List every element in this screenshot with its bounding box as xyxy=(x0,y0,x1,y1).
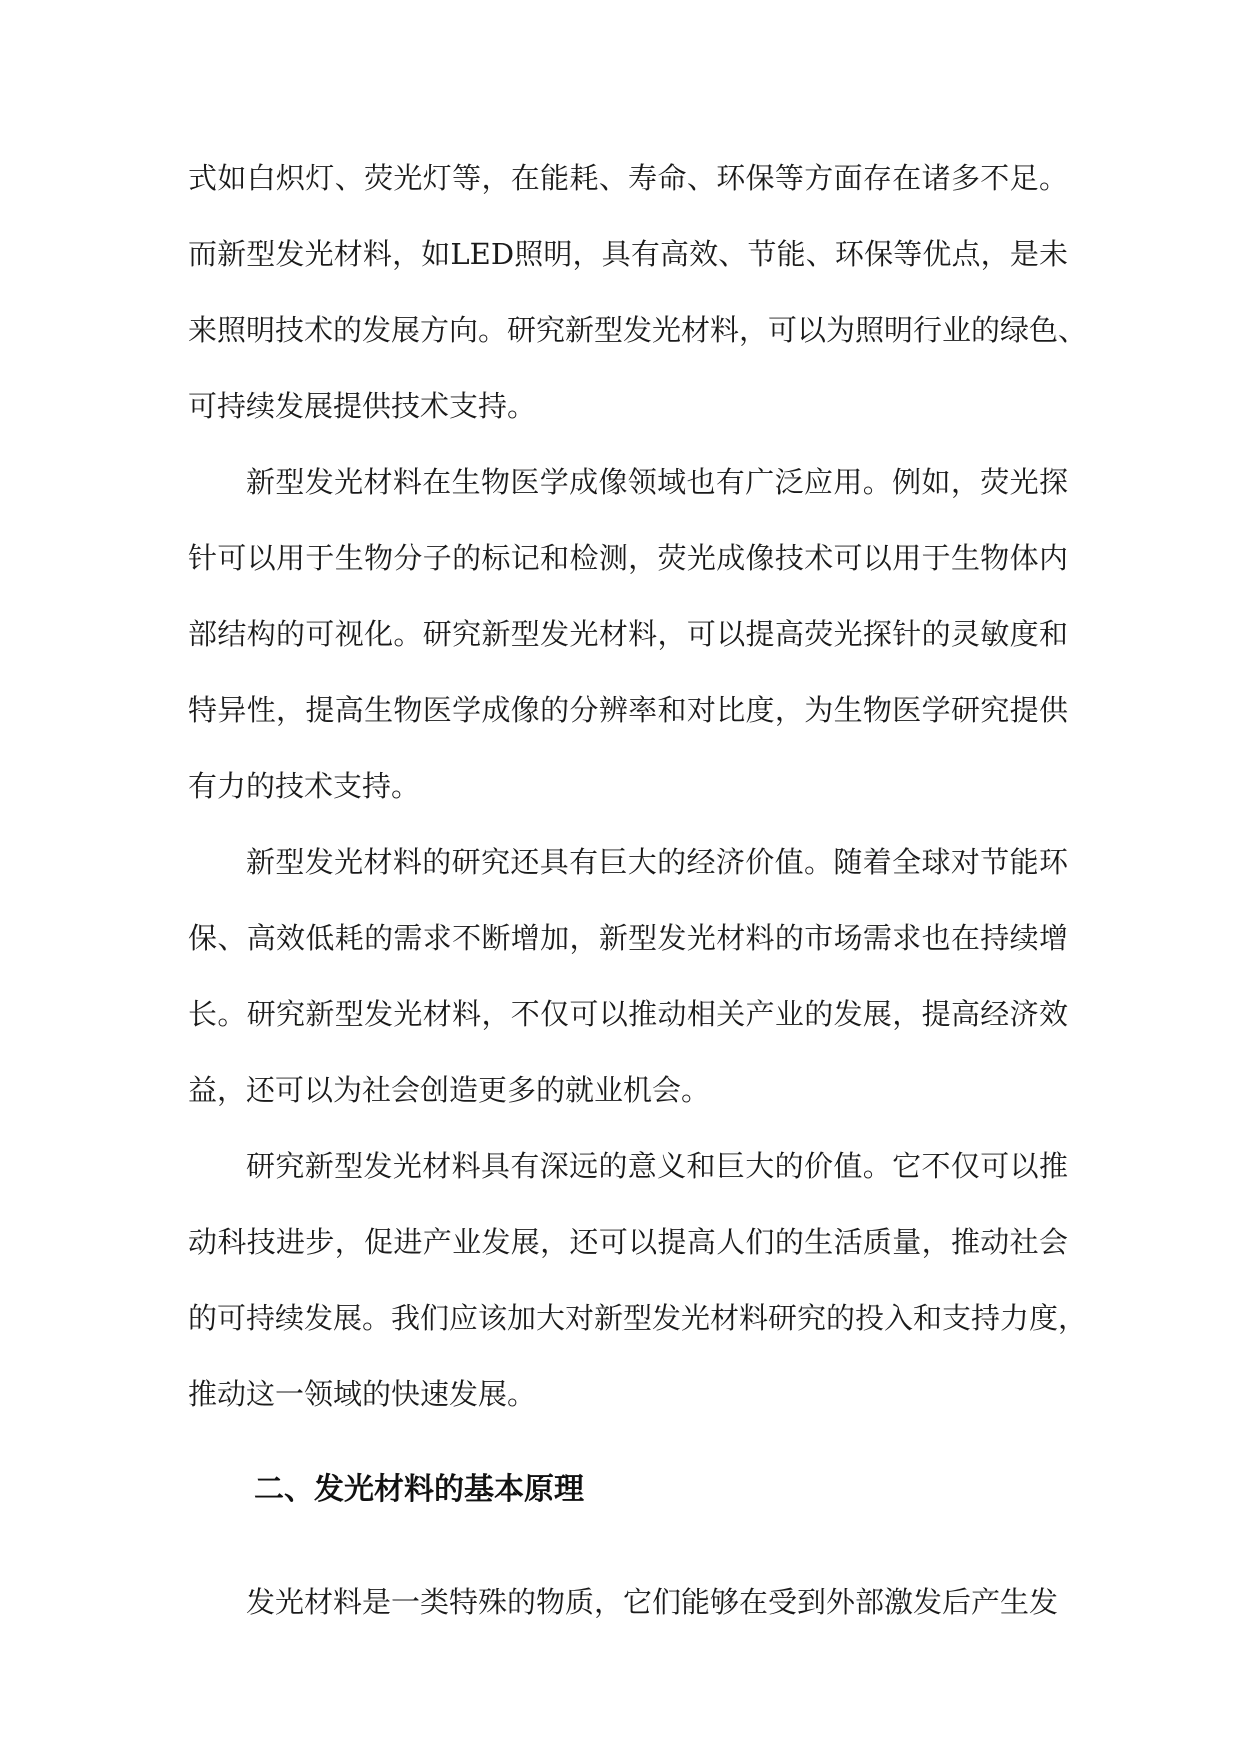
text-line: 研究新型发光材料具有深远的意义和巨大的价值。它不仅可以推 xyxy=(246,1149,1068,1183)
text-line: 新型发光材料的研究还具有巨大的经济价值。随着全球对节能环 xyxy=(246,845,1068,879)
text-line: 新型发光材料在生物医学成像领域也有广泛应用。例如，荧光探 xyxy=(246,465,1068,499)
text-line: 保、高效低耗的需求不断增加，新型发光材料的市场需求也在持续增 xyxy=(188,921,1068,955)
text-line: 有力的技术支持。 xyxy=(188,769,421,803)
text-line: 长。研究新型发光材料，不仅可以推动相关产业的发展，提高经济效 xyxy=(188,997,1068,1031)
text-line: 益，还可以为社会创造更多的就业机会。 xyxy=(188,1073,711,1107)
text-line: 发光材料是一类特殊的物质，它们能够在受到外部激发后产生发 xyxy=(246,1585,1059,1619)
document-body xyxy=(188,148,1088,1648)
text-line: 部结构的可视化。研究新型发光材料，可以提高荧光探针的灵敏度和 xyxy=(188,617,1068,651)
text-line: 而新型发光材料，如LED照明，具有高效、节能、环保等优点，是未 xyxy=(188,237,1068,271)
text-line: 动科技进步，促进产业发展，还可以提高人们的生活质量，推动社会 xyxy=(188,1225,1068,1259)
text-line: 来照明技术的发展方向。研究新型发光材料，可以为照明行业的绿色、 xyxy=(188,313,1088,347)
section-heading: 二、发光材料的基本原理 xyxy=(254,1472,584,1507)
text-line: 可持续发展提供技术支持。 xyxy=(188,389,537,423)
text-line: 针可以用于生物分子的标记和检测，荧光成像技术可以用于生物体内 xyxy=(188,541,1068,575)
section-heading-block xyxy=(188,1440,1068,1572)
text-line: 式如白炽灯、荧光灯等，在能耗、寿命、环保等方面存在诸多不足。 xyxy=(188,161,1068,195)
text-line: 的可持续发展。我们应该加大对新型发光材料研究的投入和支持力度， xyxy=(188,1301,1088,1335)
text-line: 推动这一领域的快速发展。 xyxy=(188,1377,537,1411)
text-line: 特异性，提高生物医学成像的分辨率和对比度，为生物医学研究提供 xyxy=(188,693,1068,727)
